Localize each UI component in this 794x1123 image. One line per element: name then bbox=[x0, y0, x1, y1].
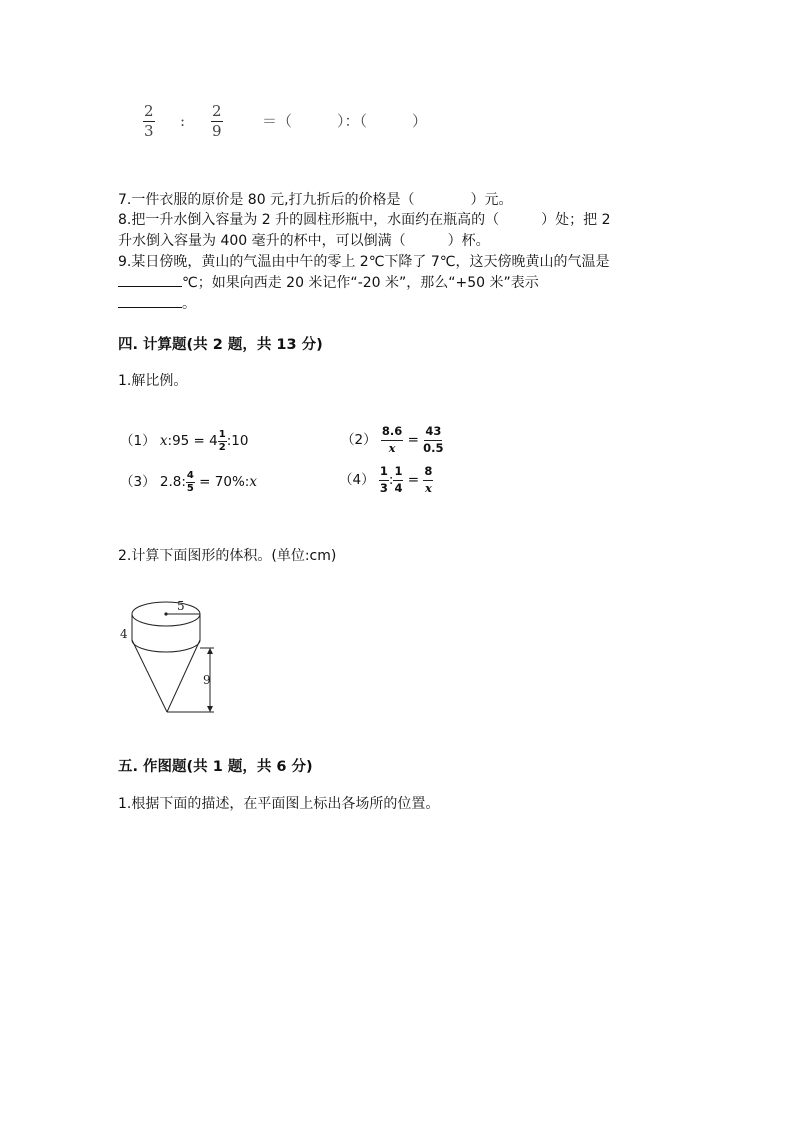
fraction-denominator: 2 bbox=[218, 441, 226, 453]
calc-question-2: 2.计算下面图形的体积。(单位:cm) bbox=[118, 548, 337, 564]
drawing-question-1: 1.根据下面的描述，在平面图上标出各场所的位置。 bbox=[118, 796, 440, 812]
equation-text: :95 = 4 bbox=[167, 433, 218, 449]
fraction bbox=[381, 426, 403, 454]
calc-question-1: 1.解比例。 bbox=[118, 373, 188, 389]
variable-x: x bbox=[388, 440, 396, 455]
ratio-colon: : bbox=[180, 112, 186, 130]
fraction-numerator: 43 bbox=[424, 426, 442, 441]
fraction-denominator: 9 bbox=[212, 122, 222, 140]
cylinder-cone-figure bbox=[112, 596, 224, 720]
arrow-down-icon bbox=[207, 706, 213, 712]
question-9-line-3-text: 。 bbox=[182, 296, 196, 312]
question-7: 7.一件衣服的原价是 80 元,打九折后的价格是（ ）元。 bbox=[118, 192, 513, 208]
equation-label: （2） bbox=[341, 432, 377, 448]
question-8-line-2: 升水倒入容量为 400 毫升的杯中，可以倒满（ ）杯。 bbox=[118, 233, 490, 249]
fraction-denominator: 4 bbox=[394, 480, 403, 495]
fraction-numerator: 1 bbox=[379, 466, 389, 481]
mixed-fraction bbox=[218, 430, 227, 453]
fraction-denominator: 0.5 bbox=[423, 440, 444, 455]
fraction-denominator: 5 bbox=[186, 482, 194, 494]
equation-text: :10 bbox=[226, 433, 249, 449]
fraction-denominator: 3 bbox=[379, 480, 388, 495]
arrow-up-icon bbox=[207, 648, 213, 654]
equation-label: （3） bbox=[120, 474, 156, 490]
equation-label: （4） bbox=[339, 472, 375, 488]
cylinder-height-label: 4 bbox=[120, 627, 128, 641]
fraction bbox=[423, 426, 443, 454]
equation-text: 2.8: bbox=[159, 474, 186, 490]
fraction-denominator: 3 bbox=[144, 122, 154, 140]
section-5-heading: 五. 作图题(共 1 题，共 6 分) bbox=[118, 759, 313, 775]
equals-sign: = bbox=[407, 472, 420, 488]
equation-label: （1） bbox=[120, 433, 156, 449]
question-9-line-3 bbox=[118, 294, 196, 315]
variable-x: x bbox=[159, 433, 168, 449]
fraction-numerator: 1 bbox=[393, 466, 403, 481]
fraction bbox=[379, 466, 389, 494]
fraction-numerator: 2 bbox=[144, 102, 154, 120]
fraction bbox=[186, 471, 195, 494]
fraction-denominator bbox=[389, 441, 396, 455]
ratio-answer-blanks: ＝（ ）：（ ） bbox=[262, 112, 428, 130]
cylinder-bottom-front bbox=[132, 640, 200, 652]
equation-3 bbox=[120, 470, 257, 494]
fraction bbox=[393, 466, 403, 494]
section-4-heading: 四. 计算题(共 2 题，共 13 分) bbox=[118, 337, 323, 353]
variable-x: x bbox=[424, 480, 432, 495]
question-9-line-2-text: ℃；如果向西走 20 米记作“-20 米”，那么“+50 米”表示 bbox=[182, 275, 539, 291]
fraction-numerator: 4 bbox=[186, 469, 194, 481]
equals-sign: = bbox=[407, 432, 419, 448]
ratio-fraction-1 bbox=[143, 104, 155, 139]
fraction-numerator: 8 bbox=[423, 466, 433, 481]
variable-x: x bbox=[249, 474, 257, 490]
question-8-line-1: 8.把一升水倒入容量为 2 升的圆柱形瓶中，水面约在瓶高的（ ）处；把 2 bbox=[118, 212, 611, 228]
fraction-numerator: 1 bbox=[218, 428, 226, 440]
fraction-numerator: 2 bbox=[212, 102, 222, 120]
fraction-numerator: 8.6 bbox=[381, 426, 403, 441]
cone-height-label: 9 bbox=[203, 673, 211, 687]
question-9-line-2 bbox=[118, 273, 539, 294]
fraction-denominator bbox=[425, 481, 432, 495]
equation-4 bbox=[339, 466, 433, 494]
radius-label: 5 bbox=[177, 599, 185, 613]
equation-2 bbox=[341, 426, 444, 454]
ratio-colon: : bbox=[388, 472, 394, 488]
question-9-line-1: 9.某日傍晚，黄山的气温由中午的零上 2℃下降了 7℃，这天傍晚黄山的气温是 bbox=[118, 254, 610, 270]
equation-1 bbox=[120, 429, 248, 453]
answer-blank bbox=[118, 307, 182, 308]
equation-text: = 70%: bbox=[194, 474, 250, 490]
center-dot bbox=[164, 612, 167, 615]
answer-blank bbox=[118, 286, 182, 287]
fraction bbox=[423, 466, 433, 494]
ratio-fraction-2 bbox=[211, 104, 223, 139]
